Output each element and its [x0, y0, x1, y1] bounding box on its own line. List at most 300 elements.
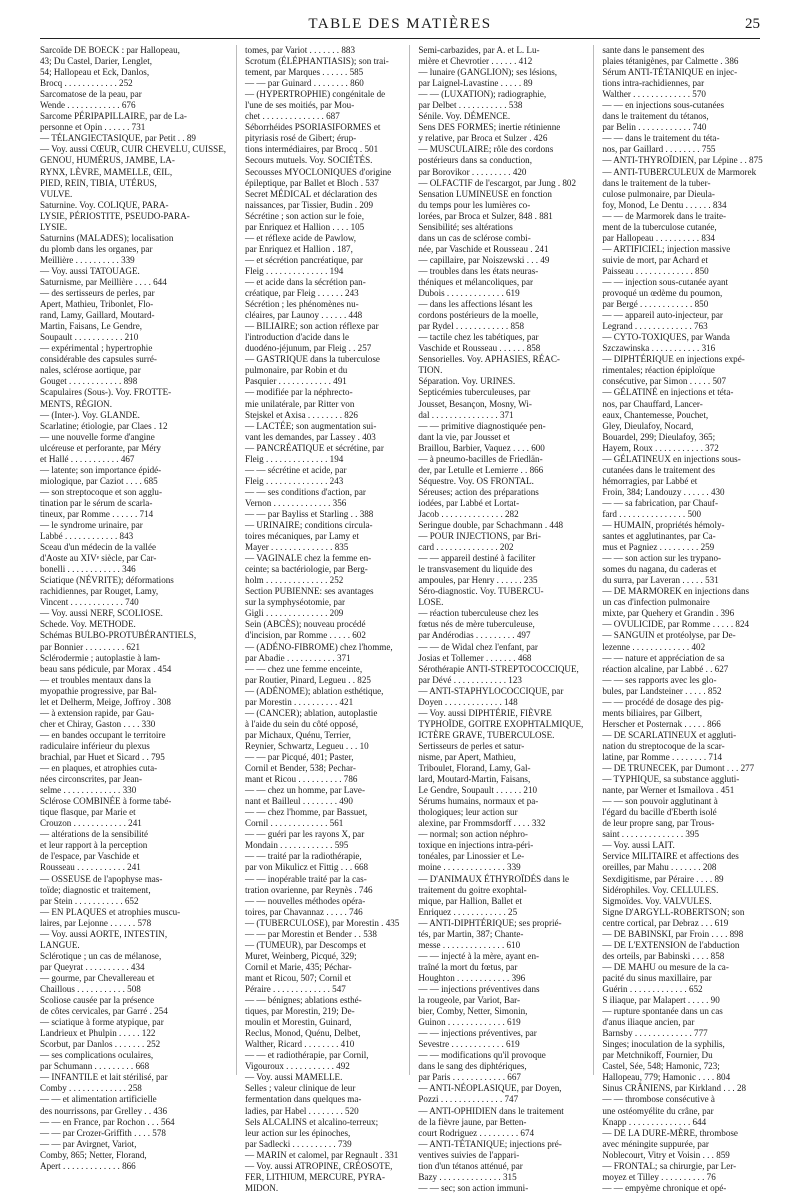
index-line: par Dévé . . . . . . . . . . . . 123 — [418, 674, 522, 685]
index-line: née, par Vaschide et Rousseau . 241 — [418, 243, 549, 254]
index-line: — OLFACTIF de l'escargot, par Jung . 802 — [418, 177, 577, 188]
index-line: Sénile. Voy. DÉMENCE. — [418, 111, 511, 122]
index-line: — DE BABINSKI, par Froin . . . . 898 — [602, 928, 744, 939]
index-line: oreilles, par Mahu . . . . . . . 208 — [602, 862, 717, 873]
index-line: postérieurs dans sa conduction, — [418, 155, 533, 166]
index-line: par Borovikor . . . . . . . . . 420 — [418, 166, 527, 177]
index-line: tineux, par Romme . . . . . . 714 — [40, 508, 154, 519]
index-line: leur action sur les épinoches, — [245, 1127, 351, 1138]
index-column-3 — [409, 45, 584, 1193]
index-line: Scorbut, par Danlos . . . . . . . 252 — [40, 1039, 161, 1050]
index-line: card . . . . . . . . . . . . . . 202 — [418, 542, 514, 553]
index-line: toïde; diagnostic et traitement, — [40, 884, 151, 895]
index-line: — et réflexe acide de Pawlow, — [245, 232, 357, 243]
index-line: — et troubles mentaux dans la — [40, 674, 151, 685]
index-line: — — injections préventives dans — [418, 983, 540, 994]
index-line: Landrieux et Phulpin . . . . . 122 — [40, 1028, 156, 1039]
index-line: Bazy . . . . . . . . . . . . . . 315 — [418, 1171, 517, 1182]
index-line: mus et Pagniez . . . . . . . . . 259 — [602, 542, 715, 553]
index-line: Jousset, Besançon, Mosny, Wi- — [418, 398, 532, 409]
index-line: — en bandes occupant le territoire — [40, 729, 166, 740]
index-line: — et sécrétion pancréatique, par — [245, 254, 363, 265]
index-line: — DE MAHU ou mesure de la ca- — [602, 961, 729, 972]
index-line: — — ses rapports avec les glo- — [602, 674, 717, 685]
index-line: — — de Marmorek dans le traite- — [602, 210, 727, 221]
index-line: — LACTÉE; son augmentation sui- — [245, 420, 377, 431]
index-line: — — nouvelles méthodes opéra- — [245, 895, 366, 906]
index-line: iodées, par Labbé et Lortat- — [418, 497, 520, 508]
index-line: latine, par Romme . . . . . . . . 714 — [602, 752, 723, 762]
index-line: d'Aoste au XIVᵉ siècle, par Car- — [40, 553, 157, 564]
index-line: — FRONTAL; sa chirurgie, par Ler- — [602, 1160, 737, 1171]
index-line: fermentation dans quelques ma- — [245, 1094, 362, 1105]
index-line: — — son pouvoir agglutinant à — [602, 796, 718, 807]
index-line: — — sa fabrication, par Chauf- — [602, 497, 718, 508]
index-line: — — en France, par Rochon . . . 564 — [40, 1116, 175, 1127]
index-line: Sigmoïdes. Voy. VALVULES. — [602, 895, 712, 906]
index-line: nant et Bailleul . . . . . . . . 490 — [245, 796, 353, 807]
index-line: lard, Moutard-Martin, Faisans, — [418, 774, 531, 785]
index-line: vant les demandes, par Lassey . 403 — [245, 431, 376, 442]
page-header — [40, 8, 760, 39]
index-line: l'une de ses moitiés, par Mou- — [245, 100, 355, 111]
index-line: du temps pour les lumières co- — [418, 199, 531, 210]
index-line: Knapp . . . . . . . . . . . . . . 644 — [602, 1116, 707, 1127]
index-line: — altérations de la sensibilité — [40, 829, 149, 840]
index-line: Schémas BULBO-PROTUBÉRANTIELS, — [40, 630, 197, 641]
index-line: Houghton . . . . . . . . . . . . 396 — [418, 972, 526, 983]
index-line: — — appareil auto-injecteur, par — [602, 310, 723, 321]
index-line: — — injecté à la mère, ayant en- — [418, 950, 540, 961]
index-line: — et acide dans la sécrétion pan- — [245, 276, 366, 287]
index-line: Legrand . . . . . . . . . . . . . 763 — [602, 321, 708, 332]
index-line: rimentales; réaction épiploïque — [602, 365, 715, 376]
index-line: Sidérophiles. Voy. CELLULES. — [602, 884, 719, 895]
index-line: Vernon . . . . . . . . . . . . . 356 — [245, 497, 347, 508]
index-line: Sels ALCALINS et alcalino-terreux; — [245, 1116, 379, 1127]
index-line: tés, par Martin, 387; Chante- — [418, 928, 524, 939]
index-line: Sécrétion ; les phénomènes nu- — [245, 299, 359, 310]
index-line: Sarcomatose de la peau, par — [40, 89, 142, 100]
index-line: Rousseau . . . . . . . . . . . 241 — [40, 862, 141, 873]
index-columns — [40, 45, 763, 1193]
index-line: des nourrissons, par Grelley . . 436 — [40, 1105, 168, 1116]
index-line: radiculaire inférieur du plexus — [40, 740, 150, 751]
index-line: Péraire . . . . . . . . . . . . . 547 — [245, 983, 346, 994]
index-line: — sciatique à forme atypique, par — [40, 1017, 164, 1028]
index-line: mique, par Hallion, Ballet et — [418, 895, 522, 906]
index-line: Sensorielles. Voy. APHASIES, RÉAC- — [418, 354, 560, 365]
index-line: — MUSCULAIRE; rôle des cordons — [418, 144, 554, 155]
index-line: — son streptocoque et son agglu- — [40, 486, 162, 497]
index-line: Froin, 384; Landouzy . . . . . . 430 — [602, 486, 725, 497]
index-line: toxique en injections intra-péri- — [418, 840, 534, 851]
index-line: — (Inter-). Voy. GLANDE. — [40, 409, 140, 420]
index-line: par Paris . . . . . . . . . . . . 667 — [418, 1072, 521, 1083]
index-line: — — injection sous-cutanée ayant — [602, 276, 729, 287]
index-line: — — guéri par les rayons X, par — [245, 829, 365, 840]
index-line: — — inopérable traité par la cas- — [245, 873, 367, 884]
index-line: Vigouroux . . . . . . . . . . . 492 — [245, 1061, 350, 1072]
index-line: ICTÈRE GRAVE, TUBERCULOSE. — [418, 729, 555, 740]
index-line: y relative, par Broca et Sulzer . 426 — [418, 133, 548, 144]
index-line: Sclérose COMBINÉE à forme tabé- — [40, 796, 172, 807]
index-line: — dans les affections lésant les — [418, 299, 533, 310]
index-line: l'introduction d'acide dans le — [245, 332, 350, 343]
index-line: thologiques; leur action sur — [418, 807, 518, 818]
index-line: fœtus nés de mère tuberculeuse, — [418, 619, 535, 630]
index-line: duodéno-jéjunum, par Fleig . . 257 — [245, 343, 372, 354]
index-line: tonéales, par Linossier et Le- — [418, 851, 525, 862]
index-line: ceinte; sa bactériologie, par Berg- — [245, 564, 368, 575]
index-line: épileptique, par Ballet et Bloch . 537 — [245, 177, 379, 188]
index-line: lezenne . . . . . . . . . . . . . 402 — [602, 641, 706, 652]
index-line: tration ovarienne, par Reynès . 746 — [245, 884, 373, 895]
index-line: Walther, Ricard . . . . . . . . 410 — [245, 1039, 355, 1050]
index-line: Barnsby . . . . . . . . . . . . . 777 — [602, 1028, 708, 1039]
index-line: un cas d'infection pulmonaire — [602, 597, 710, 608]
index-line: — — thrombose consécutive à — [602, 1094, 715, 1105]
index-line: — ANTI-THYROÏDIEN, par Lépine . . 875 — [602, 155, 763, 166]
index-line: personne et Opin . . . . . . 731 — [40, 122, 146, 133]
index-line: dans le traitement du tétanos, — [602, 111, 709, 122]
index-line: — — par Avirgnet, Variot, — [40, 1138, 137, 1149]
index-line: — ANTI-TÉTANIQUE; injections pré- — [418, 1138, 562, 1149]
index-line: par Michaux, Quénu, Terrier, — [245, 729, 351, 740]
index-line: nées circonscrites, par Jean- — [40, 774, 143, 785]
index-line: par Hallopeau . . . . . . . . . . 834 — [602, 232, 715, 243]
index-line: Braillou, Barbier, Vaquez . . . . 600 — [418, 442, 545, 453]
index-line: Schede. Voy. METHODE. — [40, 619, 136, 630]
index-line: Singes; inoculation de la syphilis, — [602, 1039, 725, 1050]
index-line: lorées, par Broca et Sulzer, 848 . 881 — [418, 210, 553, 221]
index-line: Sinus CRÂNIENS, par Kirkland . . . 28 — [602, 1083, 747, 1094]
index-line: du plomb dans les organes, par — [40, 243, 153, 254]
index-line: moyez et Tilley . . . . . . . . . . 76 — [602, 1171, 716, 1182]
index-line: de côtes cervicales, par Garré . 254 — [40, 1006, 168, 1017]
index-line: culose pulmonaire, par Dieula- — [602, 188, 715, 199]
index-line: Reclus, Monod, Quénu, Delbet, — [245, 1028, 361, 1039]
index-line: tions intermédiaires, par Brocq . 501 — [245, 144, 379, 155]
index-line: Chaillous . . . . . . . . . . . 508 — [40, 983, 141, 994]
index-line: tions intra-rachidiennes, par — [602, 78, 705, 89]
index-line: Sevestre . . . . . . . . . . . . 619 — [418, 1039, 520, 1050]
index-line: créatique, par Fleig . . . . . . 243 — [245, 288, 359, 299]
index-line: centre cortical, par Debraz . . . 619 — [602, 917, 729, 928]
index-line: — — par Morestin et Bender . . 538 — [245, 928, 377, 939]
index-line: — ARTIFICIEL; injection massive — [602, 243, 731, 254]
index-line: Sarcome PÉRIPAPILLAIRE, par de La- — [40, 111, 187, 122]
index-line: Pozzi . . . . . . . . . . . . . . 747 — [418, 1094, 519, 1105]
index-line: santes et agglutinantes, par Ca- — [602, 531, 716, 542]
index-line: réaction alcaline, par Labbé . . 627 — [602, 663, 729, 674]
index-line: — — appareil destiné à faciliter — [418, 553, 536, 564]
index-line: — DE MARMOREK en injections dans — [602, 586, 750, 597]
index-line: Apert, Mathieu, Tribonlet, Flo- — [40, 299, 154, 310]
index-line: — DE SCARLATINEUX et aggluti- — [602, 729, 737, 740]
index-line: Sexdigitisme, par Péraire . . . . 89 — [602, 873, 724, 884]
index-line: Sarcoïde DE BOECK : par Hallopeau, — [40, 45, 180, 55]
index-line: consécutive, par Simon . . . . . 507 — [602, 376, 727, 387]
index-line: — ANTI-DIPHTÉRIQUE; ses proprié- — [418, 917, 562, 928]
index-line: de l'espace, par Vaschide et — [40, 851, 140, 862]
index-line: — — chez une femme enceinte, — [245, 663, 363, 674]
index-line: Jacob . . . . . . . . . . . . . . 282 — [418, 508, 519, 519]
index-line: let et Delherm, Meige, Joffroy . 308 — [40, 696, 171, 707]
index-line: Sensibilité; ses altérations — [418, 221, 513, 232]
index-line: — expérimental ; hypertrophie — [40, 343, 153, 354]
index-line: — — empyème chronique et opé- — [602, 1182, 727, 1193]
index-line: Comby, 865; Netter, Florand, — [40, 1149, 147, 1160]
index-line: Meillière . . . . . . . . . . 339 — [40, 254, 135, 265]
index-line: Doyen . . . . . . . . . . . . . 148 — [418, 696, 518, 707]
index-line: chet . . . . . . . . . . . . . . 687 — [245, 111, 340, 122]
index-line: — Voy. aussi TATOUAGE. — [40, 265, 140, 276]
index-line: MENTS, RÉGION. — [40, 398, 112, 409]
index-line: — réaction tuberculeuse chez les — [418, 608, 539, 619]
index-line: pacité du sinus maxillaire, par — [602, 972, 712, 983]
index-line: par Routier, Pinard, Legueu . . 825 — [245, 674, 371, 685]
index-line: Enriquez . . . . . . . . . . . . 25 — [418, 906, 518, 917]
index-line: toires mécaniques, par Lamy et — [245, 531, 359, 542]
index-line: TYPHOÏDE, GOITRE EXOPHTALMIQUE, — [418, 718, 584, 729]
index-line: Sclérodermie ; autoplastie à lam- — [40, 652, 161, 663]
index-line: Cornil et Marie, 435; Péchar- — [245, 961, 352, 972]
index-line: dans un cas de sclérose combi- — [418, 232, 531, 243]
index-line: Gouget . . . . . . . . . . . . 898 — [40, 376, 138, 387]
index-line: — ANTI-TUBERCULEUX de Marmorek — [602, 166, 757, 177]
index-line: Mayer . . . . . . . . . . . . . . 835 — [245, 542, 349, 553]
index-line: — une nouvelle forme d'angine — [40, 431, 155, 442]
index-line: Guérin . . . . . . . . . . . . . 652 — [602, 983, 703, 994]
index-line: — CYTO-TOXIQUES, par Wanda — [602, 332, 730, 343]
index-line: laires, par Lejonne . . . . . . 578 — [40, 917, 152, 928]
index-line: Scarlatine; étiologie, par Claes . 12 — [40, 420, 168, 431]
index-line: Soupault . . . . . . . . . . . 210 — [40, 332, 139, 343]
index-line: Cornil . . . . . . . . . . . . . 561 — [245, 818, 344, 829]
index-line: — GÉLATINÉ en injections et téta- — [602, 387, 734, 398]
index-line: — Voy. aussi MAMELLE. — [245, 1072, 343, 1083]
index-line: tique flasque, par Marie et — [40, 807, 136, 818]
index-line: une ostéomyélite du crâne, par — [602, 1105, 714, 1116]
index-line: Sécrétine ; son action sur le foie, — [245, 210, 364, 221]
index-line: — ANTI-OPHIDIEN dans le traitement — [418, 1105, 564, 1116]
index-column-1 — [40, 45, 227, 1171]
index-line: court Rodriguez . . . . . . . . . 674 — [418, 1127, 535, 1138]
index-line: holm . . . . . . . . . . . . . . 252 — [245, 575, 344, 586]
index-line: tement, par Marques . . . . . . 585 — [245, 67, 364, 78]
index-line: — à pneumo-bacilles de Friedlän- — [418, 453, 543, 464]
index-line: — troubles dans les états neuras- — [418, 265, 539, 276]
index-line: — (ADÉNOME); ablation esthétique, — [245, 685, 384, 696]
index-line: — — injections préventives, par — [418, 1028, 537, 1039]
index-line: Labbé . . . . . . . . . . . . 843 — [40, 531, 134, 542]
index-line: — — chez un homme, par Lave- — [245, 785, 365, 796]
index-line: — TYPHIQUE, sa substance aggluti- — [602, 774, 740, 785]
index-line: — — procédé de dosage des pig- — [602, 696, 724, 707]
index-line: — ses complications oculaires, — [40, 1050, 154, 1061]
index-line: suivie de mort, par Achard et — [602, 254, 708, 265]
index-line: messe . . . . . . . . . . . . . . 610 — [418, 939, 521, 950]
index-line: par Delbet . . . . . . . . . . . 538 — [418, 100, 523, 111]
index-line: Le Gendre, Soupault . . . . . . 210 — [418, 785, 538, 796]
index-line: — — traité par la radiothérapie, — [245, 851, 362, 862]
index-line: Guinon . . . . . . . . . . . . . 619 — [418, 1017, 521, 1028]
index-line: LANGUE. — [40, 939, 80, 950]
index-line: Sérothérapie ANTI-STREPTOCOCCIQUE, — [418, 663, 579, 674]
index-line: par Enriquez et Hallion . 187, — [245, 243, 353, 254]
index-line: Herscher et Posternak . . . . . 866 — [602, 718, 721, 729]
index-line: le transvasement du liquide des — [418, 564, 533, 575]
index-line: — MARIN et calomel, par Regnault . 331 — [245, 1149, 399, 1160]
index-line: sur la symphyséotomie, par — [245, 597, 346, 608]
index-line: dans le sang des diphtériques, — [418, 1061, 527, 1072]
index-line: — — et alimentation artificielle — [40, 1094, 157, 1105]
index-line: par Enriquez et Hallion . . . . 105 — [245, 221, 365, 232]
index-line: — Voy. aussi ATROPINE, CRÉOSOTE, — [245, 1160, 393, 1171]
index-line: des orteils, par Babinski . . . . 858 — [602, 950, 725, 961]
index-line: ventives suivies de l'appari- — [418, 1149, 520, 1160]
index-line: TION. — [418, 365, 443, 376]
index-line: par Rydel . . . . . . . . . . . . 858 — [418, 321, 525, 332]
index-line: naissances, par Tissier, Budin . 209 — [245, 199, 373, 210]
index-line: — (ADÉNO-FIBROME) chez l'homme, — [245, 641, 393, 652]
index-line: Séro-diagnostic. Voy. TUBERCU- — [418, 586, 544, 597]
index-line: — — et radiothérapie, par Cornil, — [245, 1050, 369, 1061]
index-line: Fleig . . . . . . . . . . . . . . 194 — [245, 265, 344, 276]
index-line: cordons postérieurs de la moelle, — [418, 310, 539, 321]
index-line: Vincent . . . . . . . . . . . . 740 — [40, 597, 139, 608]
index-line: myopathie progressive, par Bal- — [40, 685, 157, 696]
index-line: plaies tétanigènes, par Calmette . 386 — [602, 56, 739, 67]
index-line: — — en injections sous-cutanées — [602, 100, 725, 111]
index-line: VULVE. — [40, 188, 73, 199]
index-line: — normal; son action néphro- — [418, 829, 528, 840]
index-line: S iliaque, par Malapert . . . . . 90 — [602, 995, 720, 1006]
index-line: — DE LA DURE-MÈRE, thrombose — [602, 1127, 738, 1138]
index-line: par Sadlecki . . . . . . . . . . 739 — [245, 1138, 352, 1149]
index-line: 43; Du Castel, Darier, Lenglet, — [40, 56, 153, 67]
index-line: selme . . . . . . . . . . . . . 330 — [40, 785, 137, 796]
index-line: par Abadie . . . . . . . . . . . 371 — [245, 652, 351, 663]
index-line: — — par Guinard . . . . . . . . 860 — [245, 78, 364, 89]
index-line: mixte, par Quehery et Grandin . 396 — [602, 608, 735, 619]
index-line: — — par Crozer-Griffith . . . . 578 — [40, 1127, 166, 1138]
index-line: Saturnisme, par Meillière . . . . 644 — [40, 276, 167, 287]
index-line: Sciatique (NÉVRITE); déformations — [40, 575, 174, 586]
index-line: cher et Chiray, Gaston . . . . 330 — [40, 718, 156, 729]
running-title: TABLE DES MATIÈRES — [308, 16, 492, 32]
index-line: considérable des capsules surré- — [40, 354, 157, 365]
index-line: par Laignel-Lavastine . . . . . 89 — [418, 78, 533, 89]
index-line: — capillaire, par Noiszewski . . . 49 — [418, 254, 550, 265]
index-column-2 — [236, 45, 400, 1193]
index-line: — SANGUIN et protéolyse, par De- — [602, 630, 736, 641]
index-line: toires, par Chavannaz . . . . . 746 — [245, 906, 363, 917]
index-line: bules, par Landsteiner . . . . . 852 — [602, 685, 722, 696]
index-line: provoqué un œdème du poumon, — [602, 288, 723, 299]
index-line: Brocq . . . . . . . . . . . . 252 — [40, 78, 133, 89]
index-line: — — sécrétine et acide, par — [245, 464, 347, 475]
index-line: Noblecourt, Vitry et Voisin . . . 859 — [602, 1149, 730, 1160]
index-line: par Bonnier . . . . . . . . . 621 — [40, 641, 141, 652]
index-line: somes du nagana, du caderas et — [602, 564, 717, 575]
index-line: — — son action sur les trypano- — [602, 553, 722, 564]
index-line: par Stein . . . . . . . . . . . 652 — [40, 895, 139, 906]
index-line: Cornil et Bender, 538; Pechar- — [245, 763, 356, 774]
index-line: foy, Monod, Le Dentu . . . . . . 834 — [602, 199, 727, 210]
index-line: saint . . . . . . . . . . . . . . 395 — [602, 829, 700, 840]
index-line: Wende . . . . . . . . . . . . 676 — [40, 100, 136, 111]
index-line: Stejskel et Axisa . . . . . . . . 826 — [245, 409, 358, 420]
index-line: Séquestre. Voy. OS FRONTAL. — [418, 475, 534, 486]
index-line: Comby . . . . . . . . . . . . . 258 — [40, 1083, 142, 1094]
index-line: Mondain . . . . . . . . . . . . 595 — [245, 840, 349, 851]
index-line: ladies, par Habel . . . . . . . . 520 — [245, 1105, 359, 1116]
index-line: — D'ANIMAUX ÉTHYROÏDÉS dans le — [418, 873, 570, 884]
index-line: Service MILITAIRE et affections des — [602, 851, 739, 862]
index-line: — Voy. aussi NERF, SCOLIOSE. — [40, 608, 163, 619]
index-line: — — ses conditions d'action, par — [245, 486, 366, 497]
index-line: PIED, REIN, TIBIA, UTÉRUS, — [40, 177, 157, 188]
index-line: ments biliaires, par Gilbert, — [602, 707, 703, 718]
index-line: — à extension rapide, par Gau- — [40, 707, 155, 718]
index-line: Scrotum (ÉLÉPHANTIASIS); son trai- — [245, 56, 389, 67]
index-line: par Queyrat . . . . . . . . . . 434 — [40, 961, 145, 972]
index-line: — ANTI-NÉOPLASIQUE, par Doyen, — [418, 1083, 562, 1094]
index-line: Fleig . . . . . . . . . . . . . . 243 — [245, 475, 344, 486]
index-line: — — de Widal chez l'enfant, par — [418, 641, 538, 652]
index-line: cléaires, par Launoy . . . . . . 448 — [245, 310, 363, 321]
index-line: — GASTRIQUE dans la tuberculose — [245, 354, 380, 365]
index-line: traîné la mort du fœtus, par — [418, 961, 518, 972]
index-line: dant la vie, par Jousset et — [418, 431, 510, 442]
index-line: Fleig . . . . . . . . . . . . . . 194 — [245, 453, 344, 464]
index-line: — — nature et appréciation de sa — [602, 652, 725, 663]
index-line: Scoliose causée par la présence — [40, 995, 155, 1006]
index-line: — — chez l'homme, par Bassuet, — [245, 807, 368, 818]
index-line: brachial, par Huet et Sicard . . 795 — [40, 752, 165, 762]
index-line: der, par Letulle et Lemierre . . 866 — [418, 464, 544, 475]
index-line: Hallopeau, 779; Hamonic . . . . 804 — [602, 1072, 731, 1083]
index-line: pityriasis rosé de Gibert; érup- — [245, 133, 357, 144]
index-line: — PANCRÉATIQUE et sécrétine, par — [245, 442, 384, 453]
index-line: Sérum ANTI-TÉTANIQUE en injec- — [602, 67, 738, 78]
index-line: — BILIAIRE; son action réflexe par — [245, 321, 379, 332]
index-line: — — dans le traitement du téta- — [602, 133, 720, 144]
index-line: — Voy. aussi LAIT. — [602, 840, 675, 851]
index-line: — lunaire (GANGLION); ses lésions, — [418, 67, 558, 78]
index-line: mière et Chevrotier . . . . . . 412 — [418, 56, 533, 67]
index-line: nos, par Gaillard . . . . . . . . 755 — [602, 144, 716, 155]
index-line: — OSSEUSE de l'apophyse mas- — [40, 873, 163, 884]
index-line: FER, LITHIUM, MERCURE, PYRA- — [245, 1171, 385, 1182]
index-line: Josias et Tollemer . . . . . . . 468 — [418, 652, 532, 663]
index-line: — DE L'EXTENSION de l'abduction — [602, 939, 740, 950]
index-line: — Voy. aussi DIPHTÉRIE, FIÈVRE — [418, 707, 552, 718]
index-line: — — par Bayliss et Starling . . 388 — [245, 508, 374, 519]
index-line: — en plaques, et atrophies cuta- — [40, 763, 158, 774]
index-line: — — bénignes; ablations esthé- — [245, 995, 362, 1006]
index-line: — — sec; son action immuni- — [418, 1182, 529, 1193]
index-line: Vaschide et Rousseau . . . . . . 858 — [418, 343, 541, 354]
index-line: eaux, Chantemesse, Pouchet, — [602, 409, 709, 420]
index-line: — DE TRUNECEK, par Dumont . . . 277 — [602, 763, 755, 774]
index-line: ulcéreuse et perforante, par Méry — [40, 442, 161, 453]
index-line: par Belin . . . . . . . . . . . . 740 — [602, 122, 707, 133]
index-line: moine . . . . . . . . . . . . . . 339 — [418, 862, 521, 873]
index-line: — GÉLATINEUX en injections sous- — [602, 453, 741, 464]
